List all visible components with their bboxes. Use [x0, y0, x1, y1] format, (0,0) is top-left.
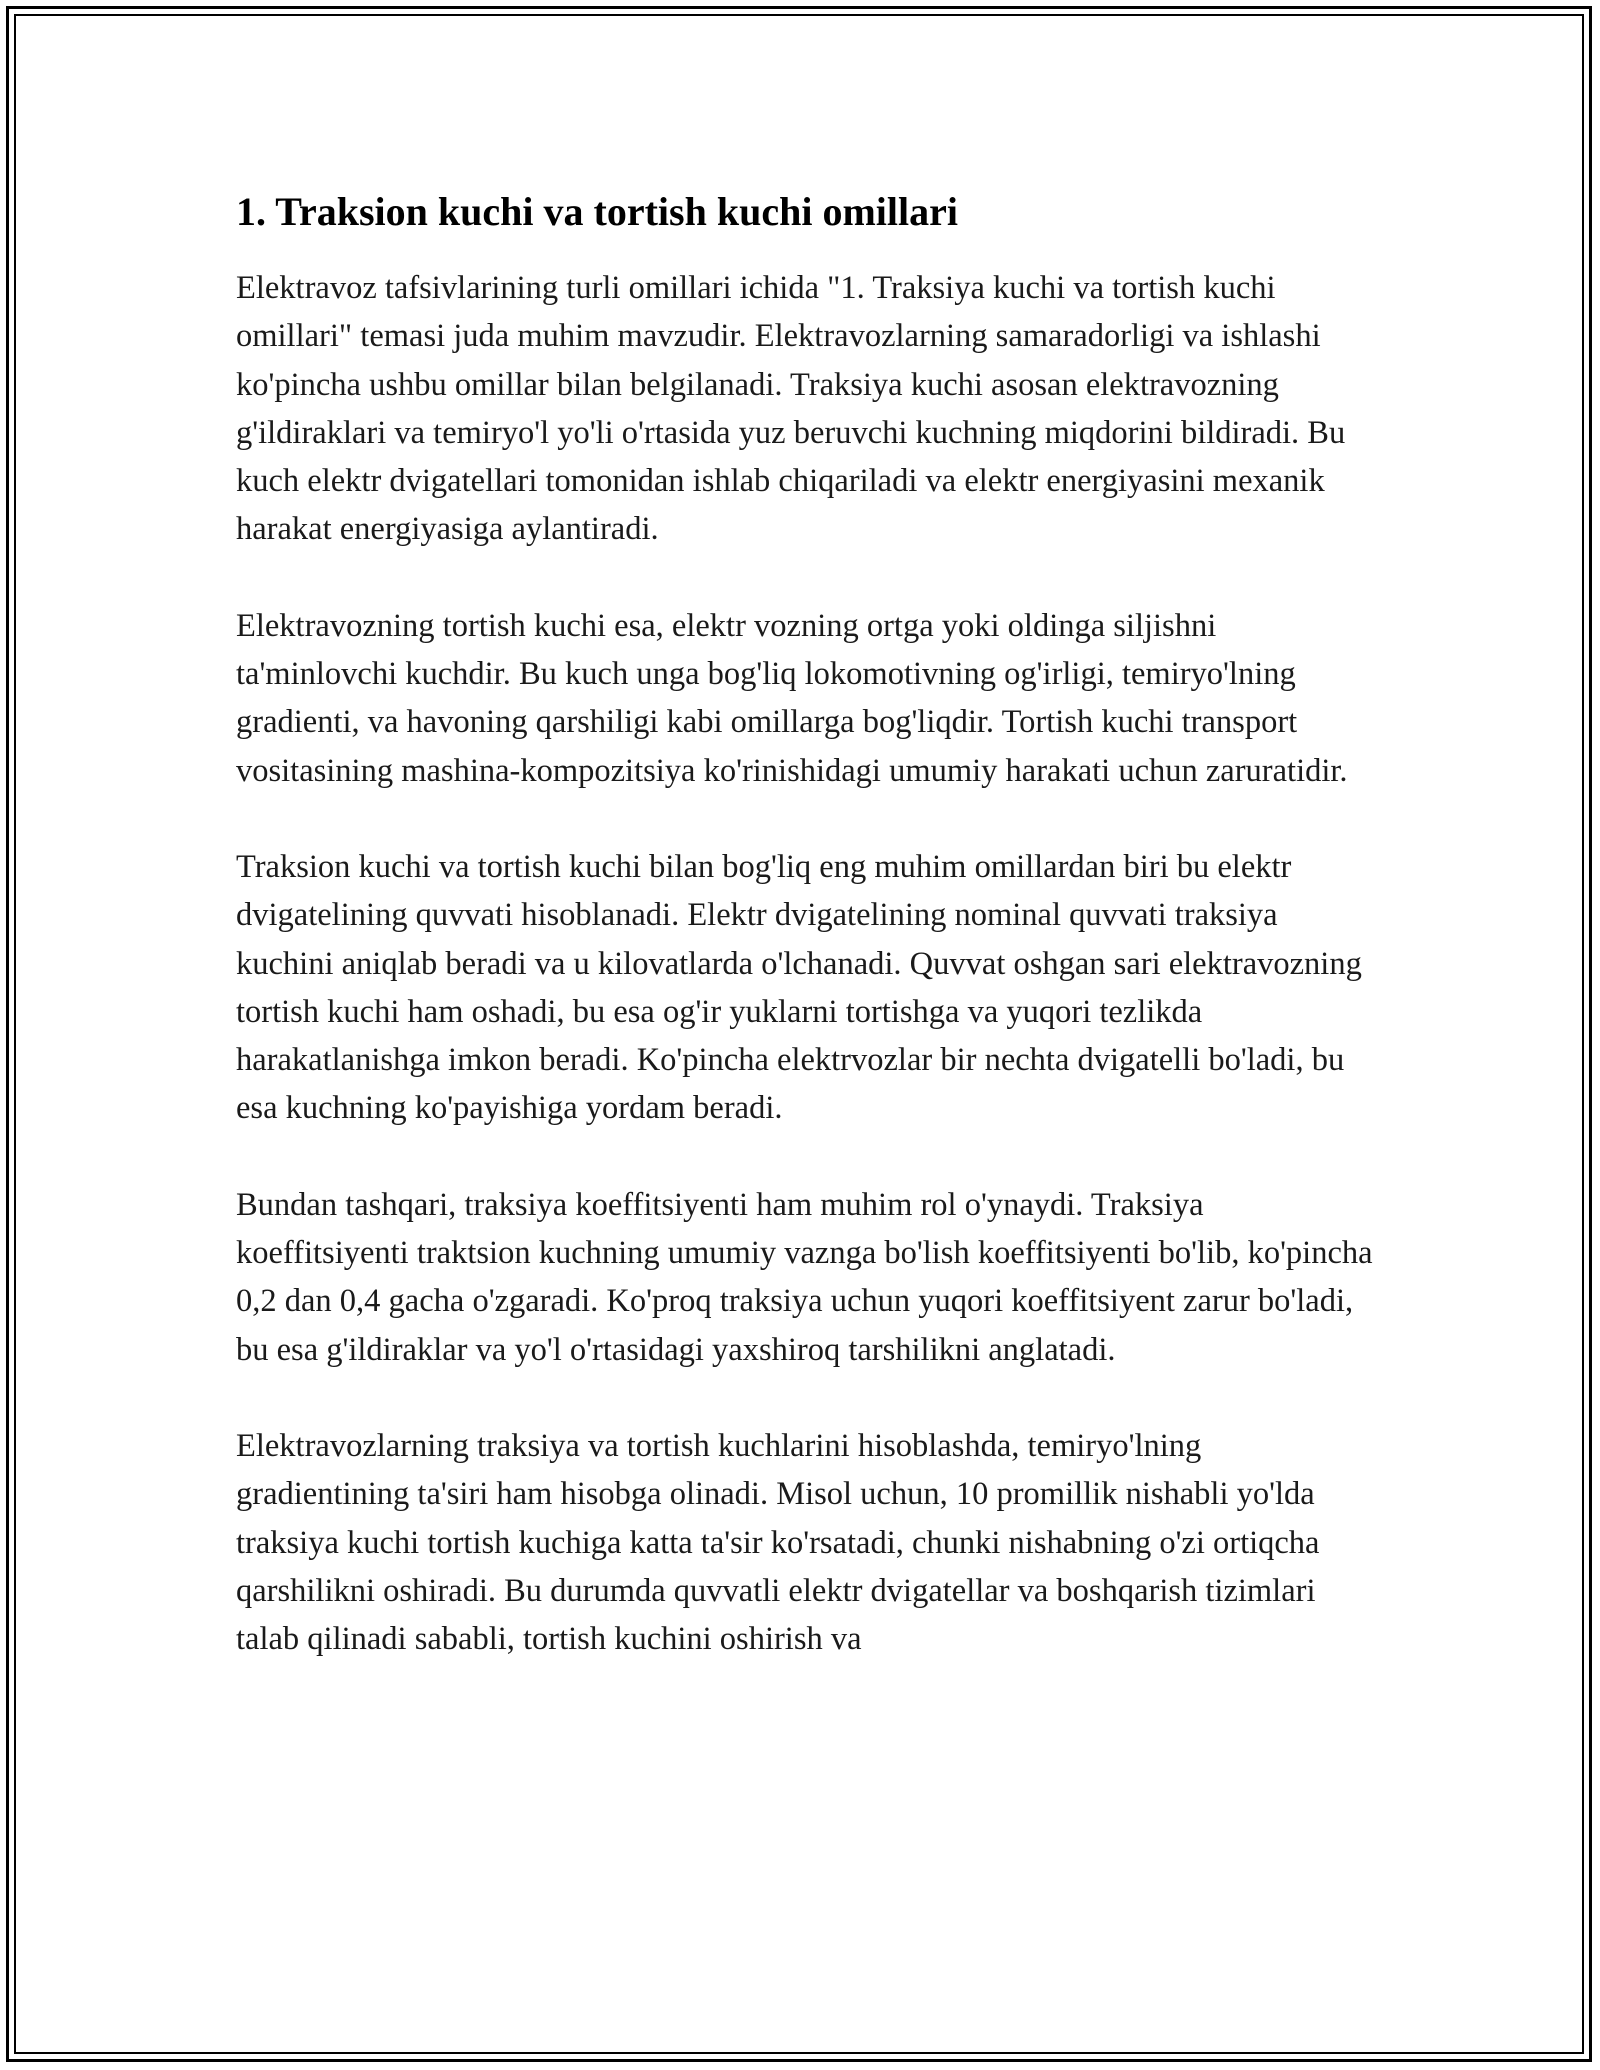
paragraph-2: Elektravozning tortish kuchi esa, elektr vozning ortga yoki oldinga siljishni ta'minlovchi kuchdir. Bu kuch unga bog'liq lokomotivning og'irligi, temiryo'lning gradienti, va havoning qarshiligi kabi omillarga bog'liqdir. Tortish kuchi transport vositasining mashina-kompozitsiya ko'rinishidagi umumiy harakati uchun zaruratidir. — [236, 607, 1348, 789]
paragraph-1: Elektravoz tafsivlarining turli omillari ichida "1. Traksiya kuchi va tortish kuchi omillari" temasi juda muhim mavzudir. Elektravozlarning samaradorligi va ishlashi ko'pincha ushbu omillar bilan belgilanadi. Traksiya kuchi asosan elektravozning g'ildiraklari va temiryo'l yo'li o'rtasida yuz beruvchi kuchning miqdorini bildiradi. Bu kuch elektr dvigatellari tomonidan ishlab chiqariladi va elektr energiyasini mexanik harakat energiyasiga aylantiradi. — [236, 270, 1346, 548]
section-heading: 1. Traksion kuchi va tortish kuchi omillari — [236, 189, 958, 234]
paragraph-4: Bundan tashqari, traksiya koeffitsiyenti ham muhim rol o'ynaydi. Traksiya koeffitsiyenti traktsion kuchning umumiy vaznga bo'lish koeffitsiyenti bo'lib, ko'pincha 0,2 dan 0,4 gacha o'zgaradi. Ko'proq traksiya uchun yuqori koeffitsiyent zarur bo'ladi, bu esa g'ildiraklar va yo'l o'rtasidagi yaxshiroq tarshilikni anglatadi. — [236, 1186, 1373, 1368]
document-body — [236, 186, 1376, 1711]
paragraph-5: Elektravozlarning traksiya va tortish kuchlarini hisoblashda, temiryo'lning gradientining ta'siri ham hisobga olinadi. Misol uchun, 10 promillik nishabli yo'lda traksiya kuchi tortish kuchiga katta ta'sir ko'rsatadi, chunki nishabning o'zi ortiqcha qarshilikni oshiradi. Bu durumda quvvatli elektr dvigatellar va boshqarish tizimlari talab qilinadi sababli, tortish kuchini oshirish va — [236, 1427, 1320, 1658]
paragraph-3: Traksion kuchi va tortish kuchi bilan bog'liq eng muhim omillardan biri bu elektr dvigatelining quvvati hisoblanadi. Elektr dvigatelining nominal quvvati traksiya kuchini aniqlab beradi va u kilovatlarda o'lchanadi. Quvvat oshgan sari elektravozning tortish kuchi ham oshadi, bu esa og'ir yuklarni tortishga va yuqori tezlikda harakatlanishga imkon beradi. Ko'pincha elektrvozlar bir nechta dvigatelli bo'ladi, bu esa kuchning ko'payishiga yordam beradi. — [236, 848, 1362, 1127]
